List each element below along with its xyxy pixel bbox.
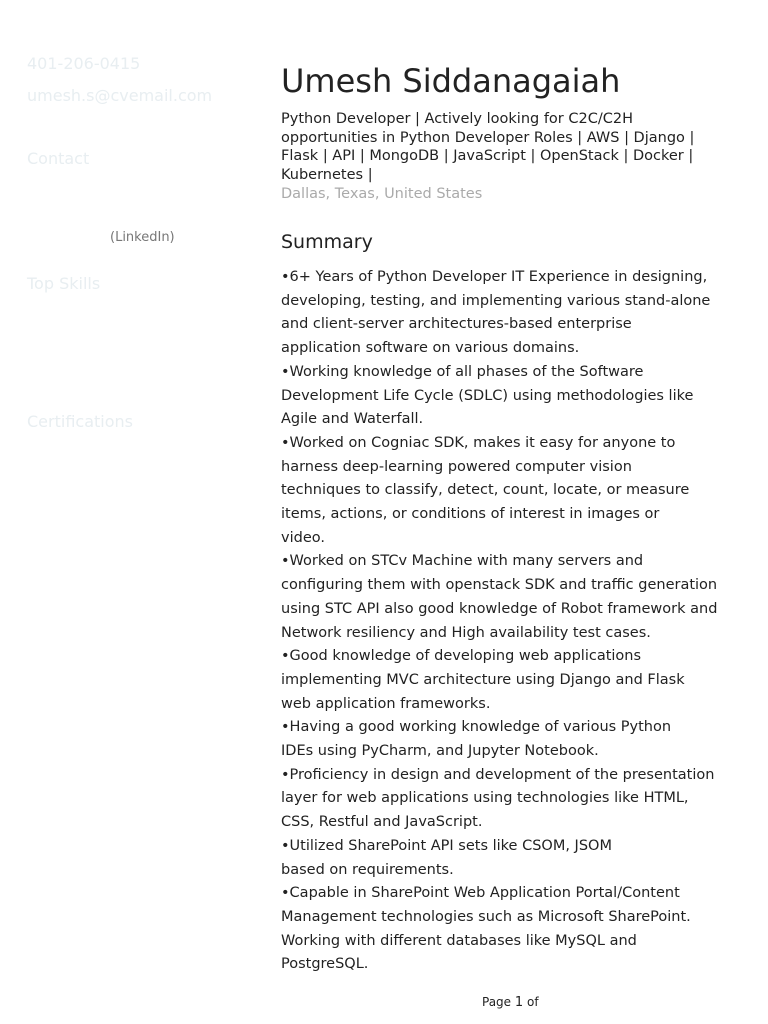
summary-line: application software on various domains. (281, 340, 580, 357)
summary-line: •Worked on STCv Machine with many servers and (281, 553, 644, 570)
summary-line: techniques to classify, detect, count, locate, or measure (281, 482, 690, 499)
summary-heading: Summary (281, 231, 373, 253)
summary-line: Working with different databases like MySQL and (281, 932, 637, 949)
headline: Python Developer | Actively looking for C2C/C2H opportunities in Python Developer Roles | AWS | Django | Flask | API | MongoDB | JavaScript | OpenStack | Docker | Kubernetes | (281, 111, 695, 183)
summary-line: Management technologies such as Microsoft SharePoint. (281, 908, 691, 925)
summary-line: •Having a good working knowledge of various Python (281, 719, 672, 736)
summary-line: and client-server architectures-based enterprise (281, 316, 632, 333)
candidate-name: Umesh Siddanagaiah (281, 62, 621, 100)
summary-line: IDEs using PyCharm, and Jupyter Notebook. (281, 743, 599, 760)
summary-line: video. (281, 529, 325, 546)
summary-line: •Good knowledge of developing web applications (281, 648, 642, 665)
email-address[interactable]: umesh.s@cvemail.com (27, 86, 213, 105)
summary-line: CSS, Restful and JavaScript. (281, 814, 483, 831)
summary-line: PostgreSQL. (281, 956, 369, 973)
summary-line: •Utilized SharePoint API sets like CSOM, JSOM (281, 837, 612, 854)
linkedin-link[interactable]: (LinkedIn) (110, 230, 175, 245)
summary-line: •Working knowledge of all phases of the Software (281, 363, 644, 380)
summary-line: using STC API also good knowledge of Robot framework and (281, 600, 718, 617)
summary-body (281, 266, 743, 977)
page-footer (482, 995, 539, 1010)
summary-line: developing, testing, and implementing various stand-alone (281, 292, 711, 309)
summary-line: Agile and Waterfall. (281, 411, 424, 428)
summary-line: •Proficiency in design and development of the presentation (281, 766, 715, 783)
summary-line: •Worked on Cogniac SDK, makes it easy for anyone to (281, 434, 676, 451)
summary-line: •Capable in SharePoint Web Application Portal/Content (281, 885, 680, 902)
page-number: 1 (514, 995, 524, 1010)
summary-line: based on requirements. (281, 861, 454, 878)
summary-line: implementing MVC architecture using Django and Flask (281, 671, 685, 688)
summary-line: Development Life Cycle (SDLC) using methodologies like (281, 387, 694, 404)
summary-line: harness deep-learning powered computer vision (281, 458, 632, 475)
phone-number: 401-206-0415 (27, 54, 141, 73)
summary-line: web application frameworks. (281, 695, 491, 712)
contact-heading: Contact (27, 149, 90, 168)
summary-line: items, actions, or conditions of interest in images or (281, 506, 660, 523)
page-prefix: Page (482, 995, 512, 1009)
summary-line: •6+ Years of Python Developer IT Experience in designing, (281, 269, 708, 285)
top-skills-heading: Top Skills (27, 274, 101, 293)
location: Dallas, Texas, United States (281, 186, 483, 202)
certifications-heading: Certifications (27, 412, 133, 431)
summary-line: Network resiliency and High availability test cases. (281, 624, 651, 641)
summary-line: layer for web applications using technologies like HTML, (281, 790, 689, 807)
summary-line: configuring them with openstack SDK and traffic generation (281, 577, 718, 594)
sidebar (27, 0, 257, 1024)
page-suffix: of (527, 995, 539, 1009)
